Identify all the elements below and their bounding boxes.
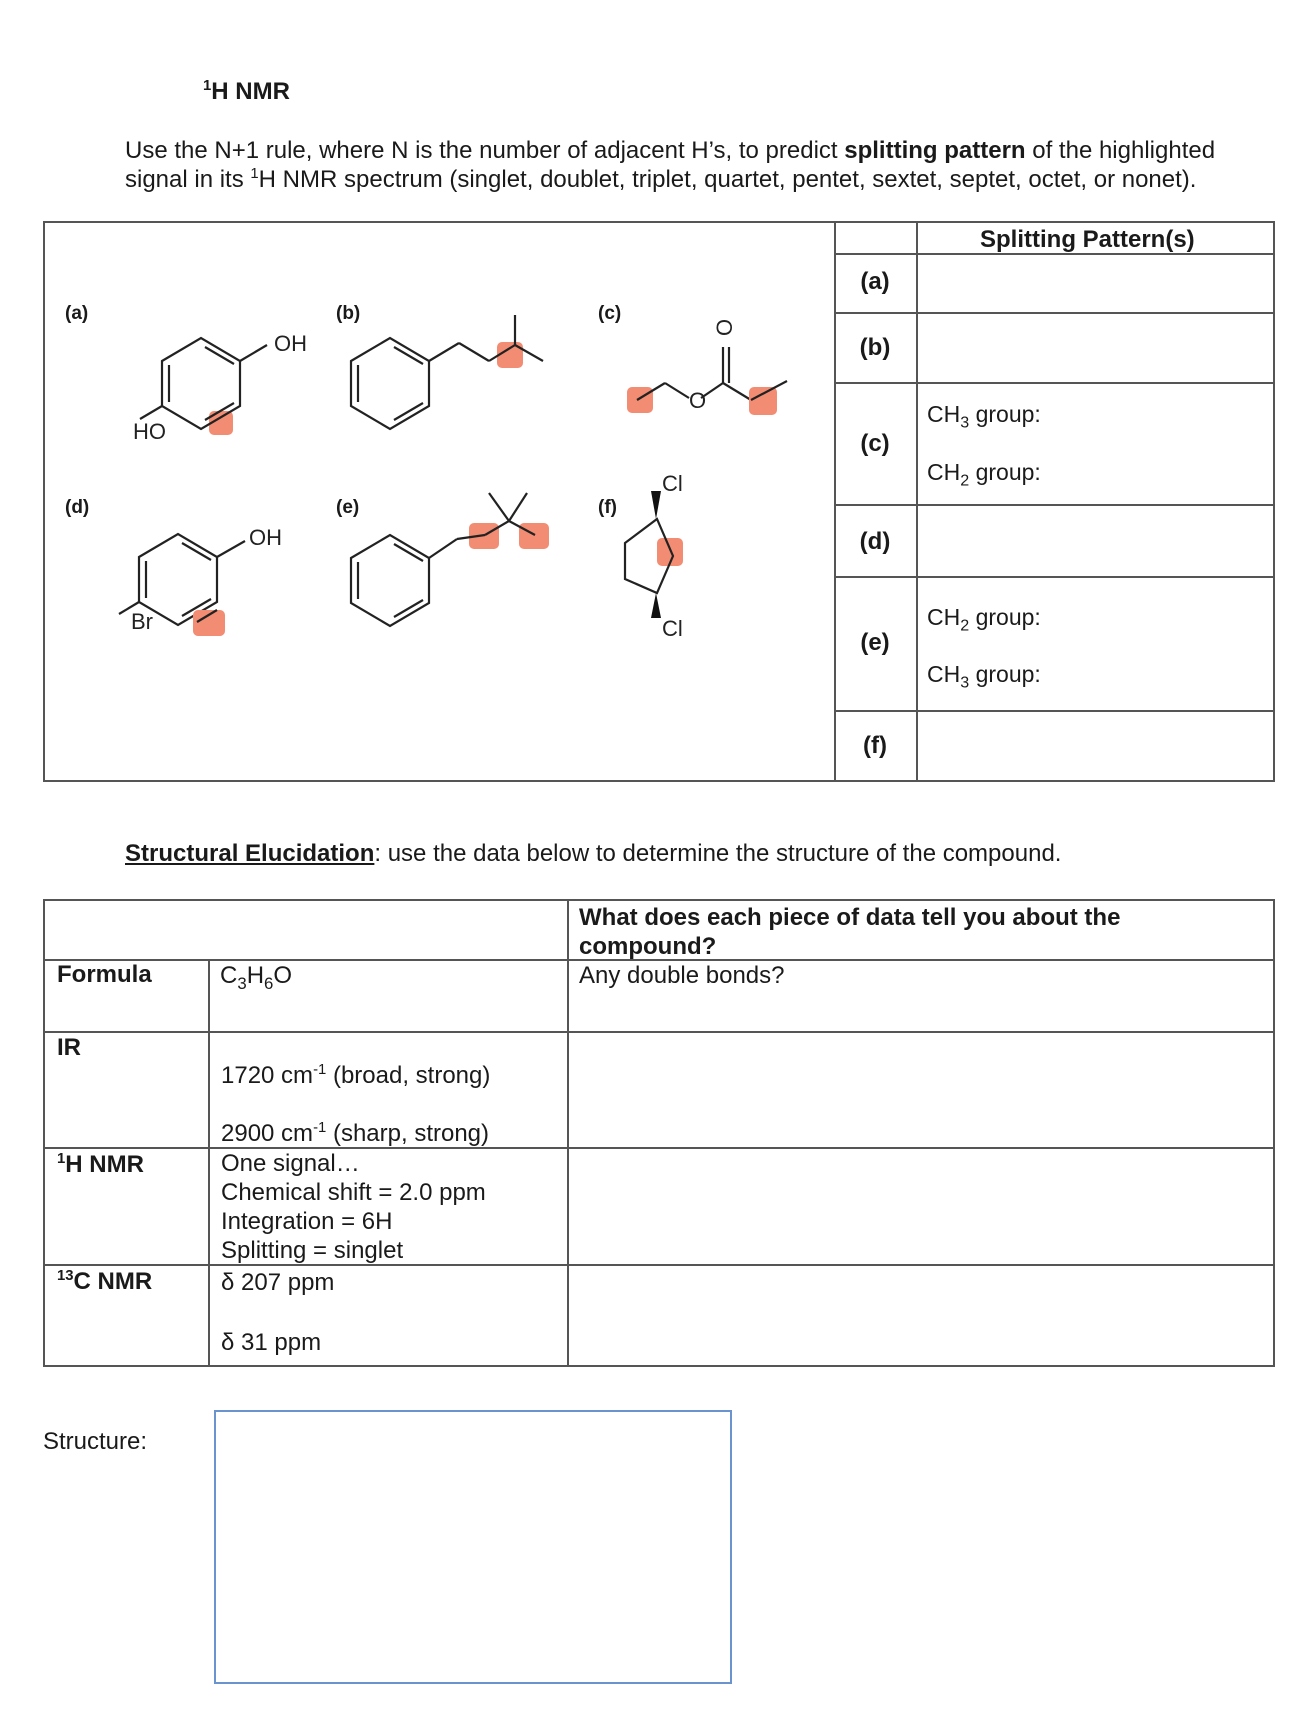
row-label-f: (f)	[863, 732, 887, 759]
section-title: $^1$H NMR	[203, 78, 290, 105]
f-cl-top-label: Cl	[662, 471, 683, 496]
molecule-drawings	[45, 223, 833, 779]
mol-label-d: (d)	[65, 497, 90, 518]
a-oh-label: OH	[274, 331, 307, 356]
row-label-e: (e)	[860, 629, 890, 656]
row-label-b: (b)	[859, 334, 891, 361]
a-ho-label: HO	[133, 419, 166, 444]
question-header: What does each piece of data tell you about the compound?	[579, 904, 1121, 960]
mol-label-b: (b)	[336, 303, 361, 324]
c-ch3-note: $CH_3$ group:	[927, 401, 1041, 432]
cnmr-line-2: δ 31 ppm	[221, 1329, 322, 1356]
ring-b	[351, 338, 429, 429]
ring-e	[351, 535, 429, 626]
structure-answer-box[interactable]	[214, 1410, 732, 1684]
row-label-a: (a)	[860, 268, 890, 295]
d-oh-label: OH	[249, 525, 282, 550]
splitting-table	[43, 221, 1275, 782]
splitting-header: Splitting Pattern(s)	[980, 226, 1195, 253]
ir-line-2: 2900 $cm^{-1}$ (sharp, strong)	[221, 1120, 490, 1147]
c-carbonyl-o-label: O	[712, 318, 737, 336]
instructions: Use the N+1 rule, where N is the number of adjacent H’s, to predict splitting pattern of the highlighted signal in its $^1$H NMR spectrum (singlet, doublet, triplet, quartet, pentet, sextet, septet, octet, or nonet).	[125, 137, 1216, 193]
cnmr-label: $^{13}$C NMR	[57, 1268, 153, 1295]
highlight-b	[497, 342, 523, 368]
mol-label-f: (f)	[598, 497, 617, 518]
cnmr-line-1: δ 207 ppm	[221, 1269, 335, 1296]
c-o-label: O	[689, 388, 707, 413]
d-br-label: Br	[131, 609, 153, 634]
e-ch2-note: $CH_2$ group:	[927, 604, 1041, 635]
ir-line-1: 1720 $cm^{-1}$ (broad, strong)	[221, 1062, 491, 1089]
formula-label: Formula	[57, 961, 152, 988]
structure-label: Structure:	[43, 1428, 148, 1455]
data-table	[43, 899, 1275, 1367]
formula-value: $C_3H_6O$	[220, 962, 293, 993]
mol-label-c: (c)	[598, 303, 622, 324]
mol-label-e: (e)	[336, 497, 360, 518]
hnmr-lines: One signal… Chemical shift = 2.0 ppm Integration = 6H Splitting = singlet	[221, 1150, 486, 1264]
hnmr-label: $^1$H NMR	[57, 1151, 144, 1178]
ir-label: IR	[57, 1034, 81, 1061]
formula-question: Any double bonds?	[579, 962, 785, 989]
e-ch3-note: $CH_3$ group:	[927, 661, 1041, 692]
row-label-d: (d)	[859, 528, 891, 555]
structural-heading: Structural Elucidation: use the data below to determine the structure of the compound.	[125, 840, 1062, 867]
row-label-c: (c)	[860, 430, 890, 457]
mol-label-a: (a)	[65, 303, 89, 324]
f-cl-bottom-label: Cl	[662, 616, 683, 641]
highlight-e2	[519, 523, 549, 549]
highlight-c1	[627, 387, 653, 413]
highlight-c2	[749, 387, 777, 415]
c-ch2-note: $CH_2$ group:	[927, 459, 1041, 490]
